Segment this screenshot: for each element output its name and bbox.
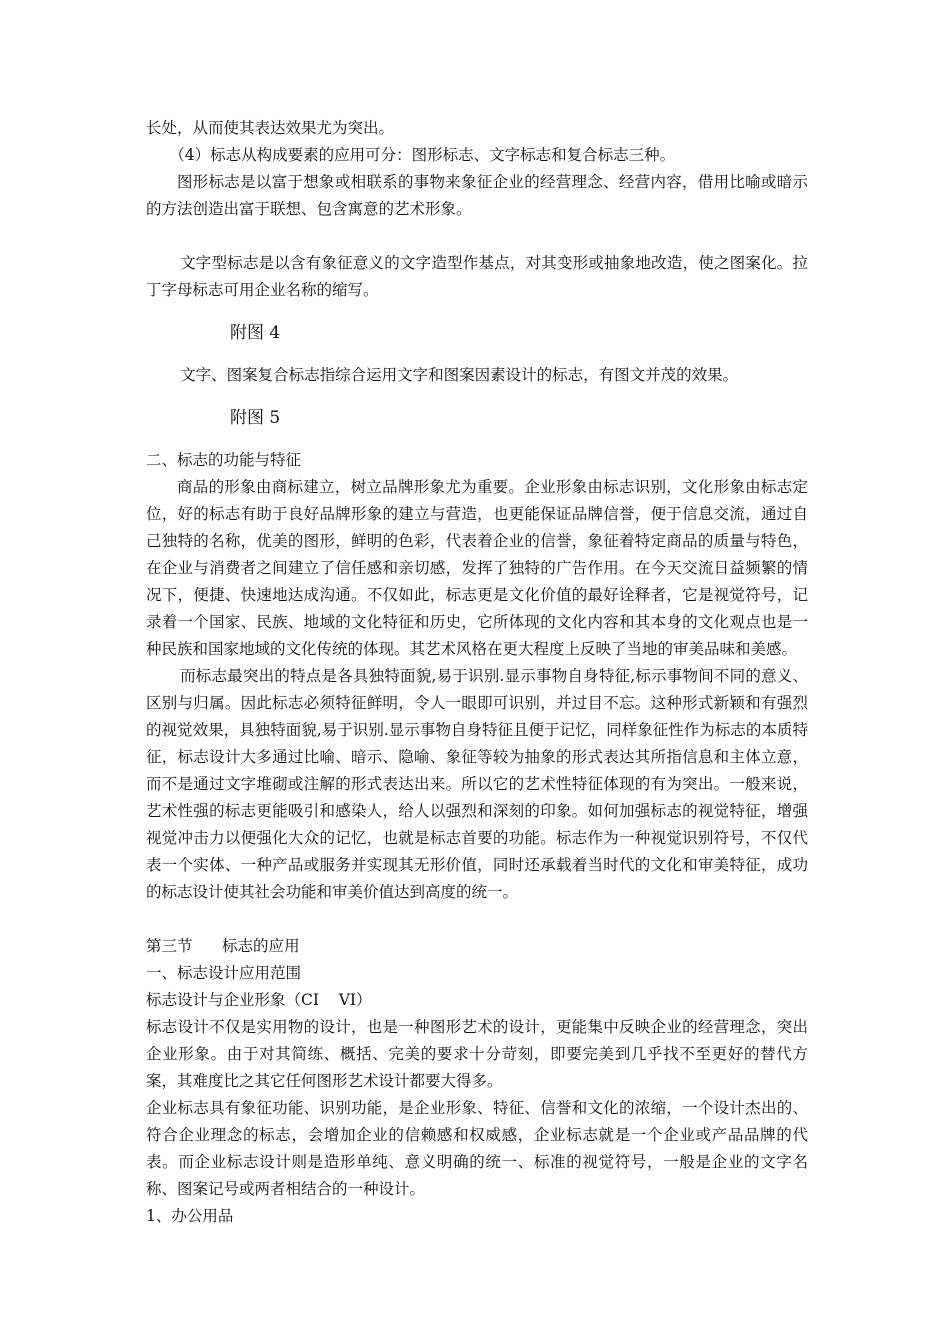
paragraph-graphic-logo: 图形标志是以富于想象或相联系的事物来象征企业的经营理念、经营内容，借用比喻或暗示的方法创造出富于联想、包含寓意的艺术形象。 (146, 173, 808, 218)
spacer (146, 433, 808, 447)
paragraph-text-logo: 文字型标志是以含有象征意义的文字造型作基点，对其变形或抽象地改造，使之图案化。拉丁字母标志可用企业名称的缩写。 (146, 254, 808, 299)
paragraph-corporate-logo: 企业标志具有象征功能、识别功能，是企业形象、特征、信誉和文化的浓缩，一个设计杰出的、符合企业理念的标志，会增加企业的信赖感和权威感，企业标志就是一个企业或产品品牌的代表。而企业标志设计则是造形单纯、意义明确的统一、标准的视觉符号，一般是企业的文字名称、图案记号或两者相结合的一种设计。 (146, 1099, 808, 1198)
spacer (146, 223, 808, 250)
subheading-scope: 一、标志设计应用范围 (146, 964, 302, 982)
figure-caption-4: 附图 4 (230, 323, 281, 343)
paragraph-tail: 长处，从而使其表达效果尤为突出。 (146, 119, 395, 137)
subheading-ci-vi: 标志设计与企业形象（CI VI） (146, 991, 372, 1009)
paragraph-composite-logo: 文字、图案复合标志指综合运用文字和图案因素设计的标志，有图文并茂的效果。 (180, 366, 739, 384)
chapter-heading: 第三节 标志的应用 (146, 937, 300, 955)
paragraph-design-art: 标志设计不仅是实用物的设计，也是一种图形艺术的设计，更能集中反映企业的经营理念，突出企业形象。由于对其简练、概括、完美的要求十分苛刻，即要完美到几乎找不至更好的替代方案，其难度比之其它任何图形艺术设计都要大得多。 (146, 1018, 808, 1090)
paragraph-brand-image: 商品的形象由商标建立，树立品牌形象尤为重要。企业形象由标志识别，文化形象由标志定位，好的标志有助于良好品牌形象的建立与营造，也更能保证品牌信誉，便于信息交流，通过自己独特的名称，优美的图形，鲜明的色彩，代表着企业的信誉，象征着特定商品的质量与特色，在企业与消费者之间建立了信任感和亲切感，发挥了独特的广告作用。在今天交流日益频繁的情况下，便捷、快速地达成沟通。不仅如此，标志更是文化价值的最好诠释者，它是视觉符号，记录着一个国家、民族、地域的文化特征和历史，它所体现的文化内容和其本身的文化观点也是一种民族和国家地域的文化传统的体现。其艺术风格在更大程度上反映了当地的审美品味和美感。 (146, 478, 808, 658)
paragraph-logo-types: （4）标志从构成要素的应用可分：图形标志、文字标志和复合标志三种。 (169, 146, 676, 164)
spacer (146, 389, 808, 403)
paragraph-logo-features: 而标志最突出的特点是各具独特面貌,易于识别.显示事物自身特征,标示事物间不同的意义、区别与归属。因此标志必须特征鲜明，令人一眼即可识别，并过目不忘。这种形式新颖和有强烈的视觉效果，具独特面貌,易于识别.显示事物自身特征且便于记忆，同样象征性作为标志的本质特征，标志设计大多通过比喻、暗示、隐喻、象征等较为抽象的形式表达其所指信息和主体立意，而不是通过文字堆砌或注解的形式表达出来。所以它的艺术性特征体现的有为突出。一般来说，艺术性强的标志更能吸引和感染人，给人以强烈和深刻的印象。如何加强标志的视觉特征，增强视觉冲击力以便强化大众的记忆，也就是标志首要的功能。标志作为一种视觉识别符号，不仅代表一个实体、一种产品或服务并实现其无形价值，同时还承载着当时代的文化和审美特征，成功的标志设计使其社会功能和审美价值达到高度的统一。 (146, 667, 808, 901)
spacer (146, 906, 808, 933)
document-body (146, 115, 808, 1230)
spacer (146, 304, 808, 318)
section-heading-functions: 二、标志的功能与特征 (146, 451, 302, 469)
figure-caption-5: 附图 5 (230, 408, 281, 428)
list-item-office-supplies: 1、办公用品 (146, 1207, 234, 1225)
spacer (146, 348, 808, 362)
